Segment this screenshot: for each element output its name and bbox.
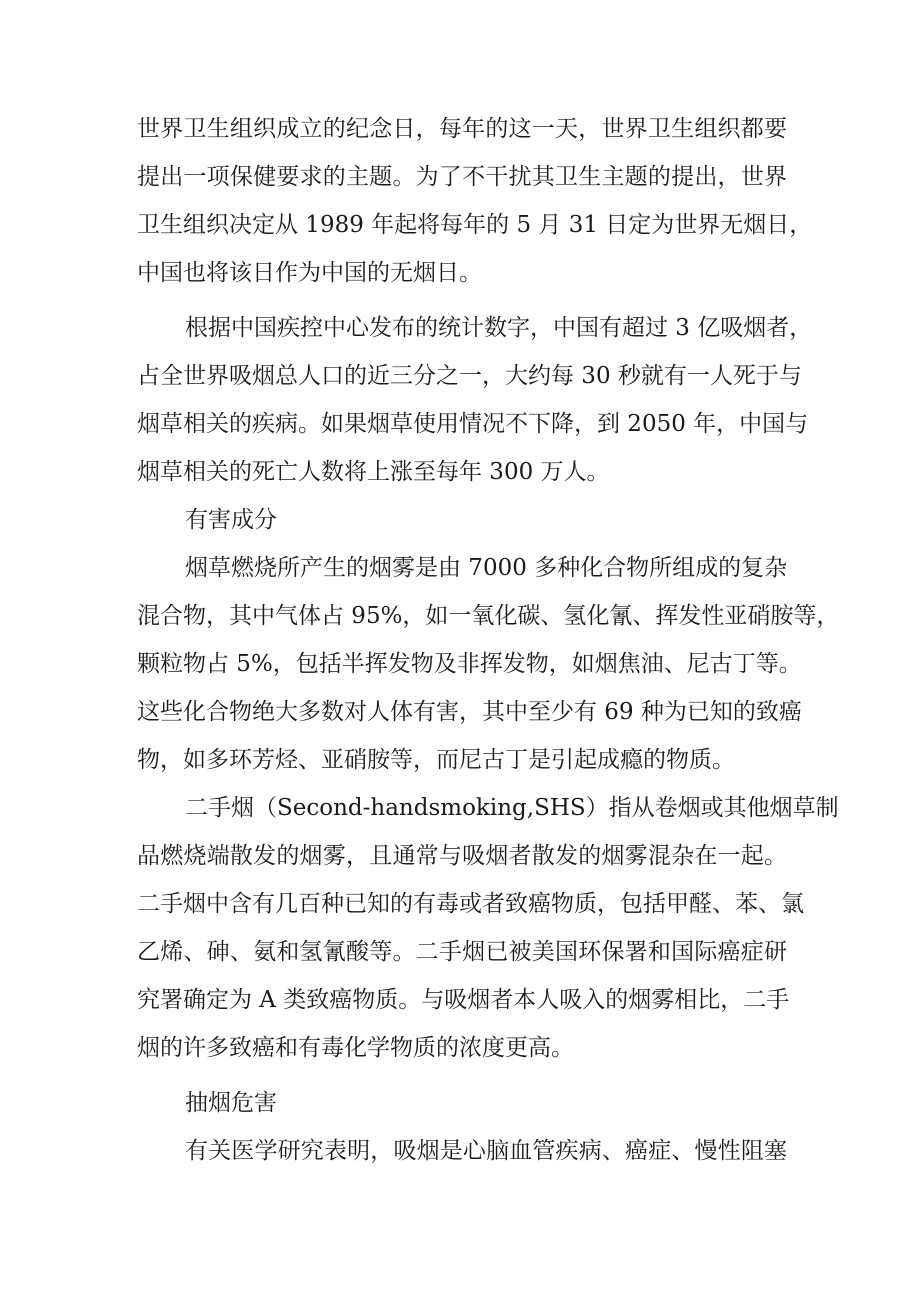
paragraph-line: 中国也将该日作为中国的无烟日。 (137, 260, 482, 286)
paragraph-line: 占全世界吸烟总人口的近三分之一，大约每 30 秒就有一人死于与 (137, 363, 802, 389)
paragraph-line: 根据中国疾控中心发布的统计数字，中国有超过 3 亿吸烟者， (185, 315, 813, 341)
paragraph-line: 烟草相关的死亡人数将上涨至每年 300 万人。 (137, 459, 610, 485)
paragraph-line: 世界卫生组织成立的纪念日，每年的这一天，世界卫生组织都要 (137, 116, 787, 142)
paragraph-line: 卫生组织决定从 1989 年起将每年的 5 月 31 日定为世界无烟日， (137, 212, 813, 238)
paragraph-line: 混合物，其中气体占 95%，如一氧化碳、氢化氰、挥发性亚硝胺等， (137, 603, 840, 629)
paragraph-line: 烟草燃烧所产生的烟雾是由 7000 多种化合物所组成的复杂 (185, 555, 788, 581)
paragraph-line: 物，如多环芳烃、亚硝胺等，而尼古丁是引起成瘾的物质。 (137, 747, 735, 773)
paragraph-line: 乙烯、砷、氨和氢氰酸等。二手烟已被美国环保署和国际癌症研 (137, 939, 787, 965)
paragraph-line: 颗粒物占 5%，包括半挥发物及非挥发物，如烟焦油、尼古丁等。 (137, 651, 802, 677)
paragraph-line: 提出一项保健要求的主题。为了不干扰其卫生主题的提出，世界 (137, 164, 787, 190)
paragraph-line: 究署确定为 A 类致癌物质。与吸烟者本人吸入的烟雾相比，二手 (137, 987, 790, 1013)
paragraph-line: 有关医学研究表明，吸烟是心脑血管疾病、癌症、慢性阻塞 (185, 1138, 787, 1164)
paragraph-line: 二手烟（Second-handsmoking,SHS）指从卷烟或其他烟草制 (185, 795, 839, 821)
paragraph-line: 烟的许多致癌和有毒化学物质的浓度更高。 (137, 1035, 574, 1061)
paragraph-line: 二手烟中含有几百种已知的有毒或者致癌物质，包括甲醛、苯、氯 (137, 891, 804, 917)
paragraph-line: 这些化合物绝大多数对人体有害，其中至少有 69 种为已知的致癌 (137, 699, 802, 725)
paragraph-line: 烟草相关的疾病。如果烟草使用情况不下降，到 2050 年，中国与 (137, 411, 809, 437)
section-heading: 有害成分 (185, 507, 277, 533)
section-heading: 抽烟危害 (185, 1090, 277, 1116)
paragraph-line: 品燃烧端散发的烟雾，且通常与吸烟者散发的烟雾混杂在一起。 (137, 843, 787, 869)
